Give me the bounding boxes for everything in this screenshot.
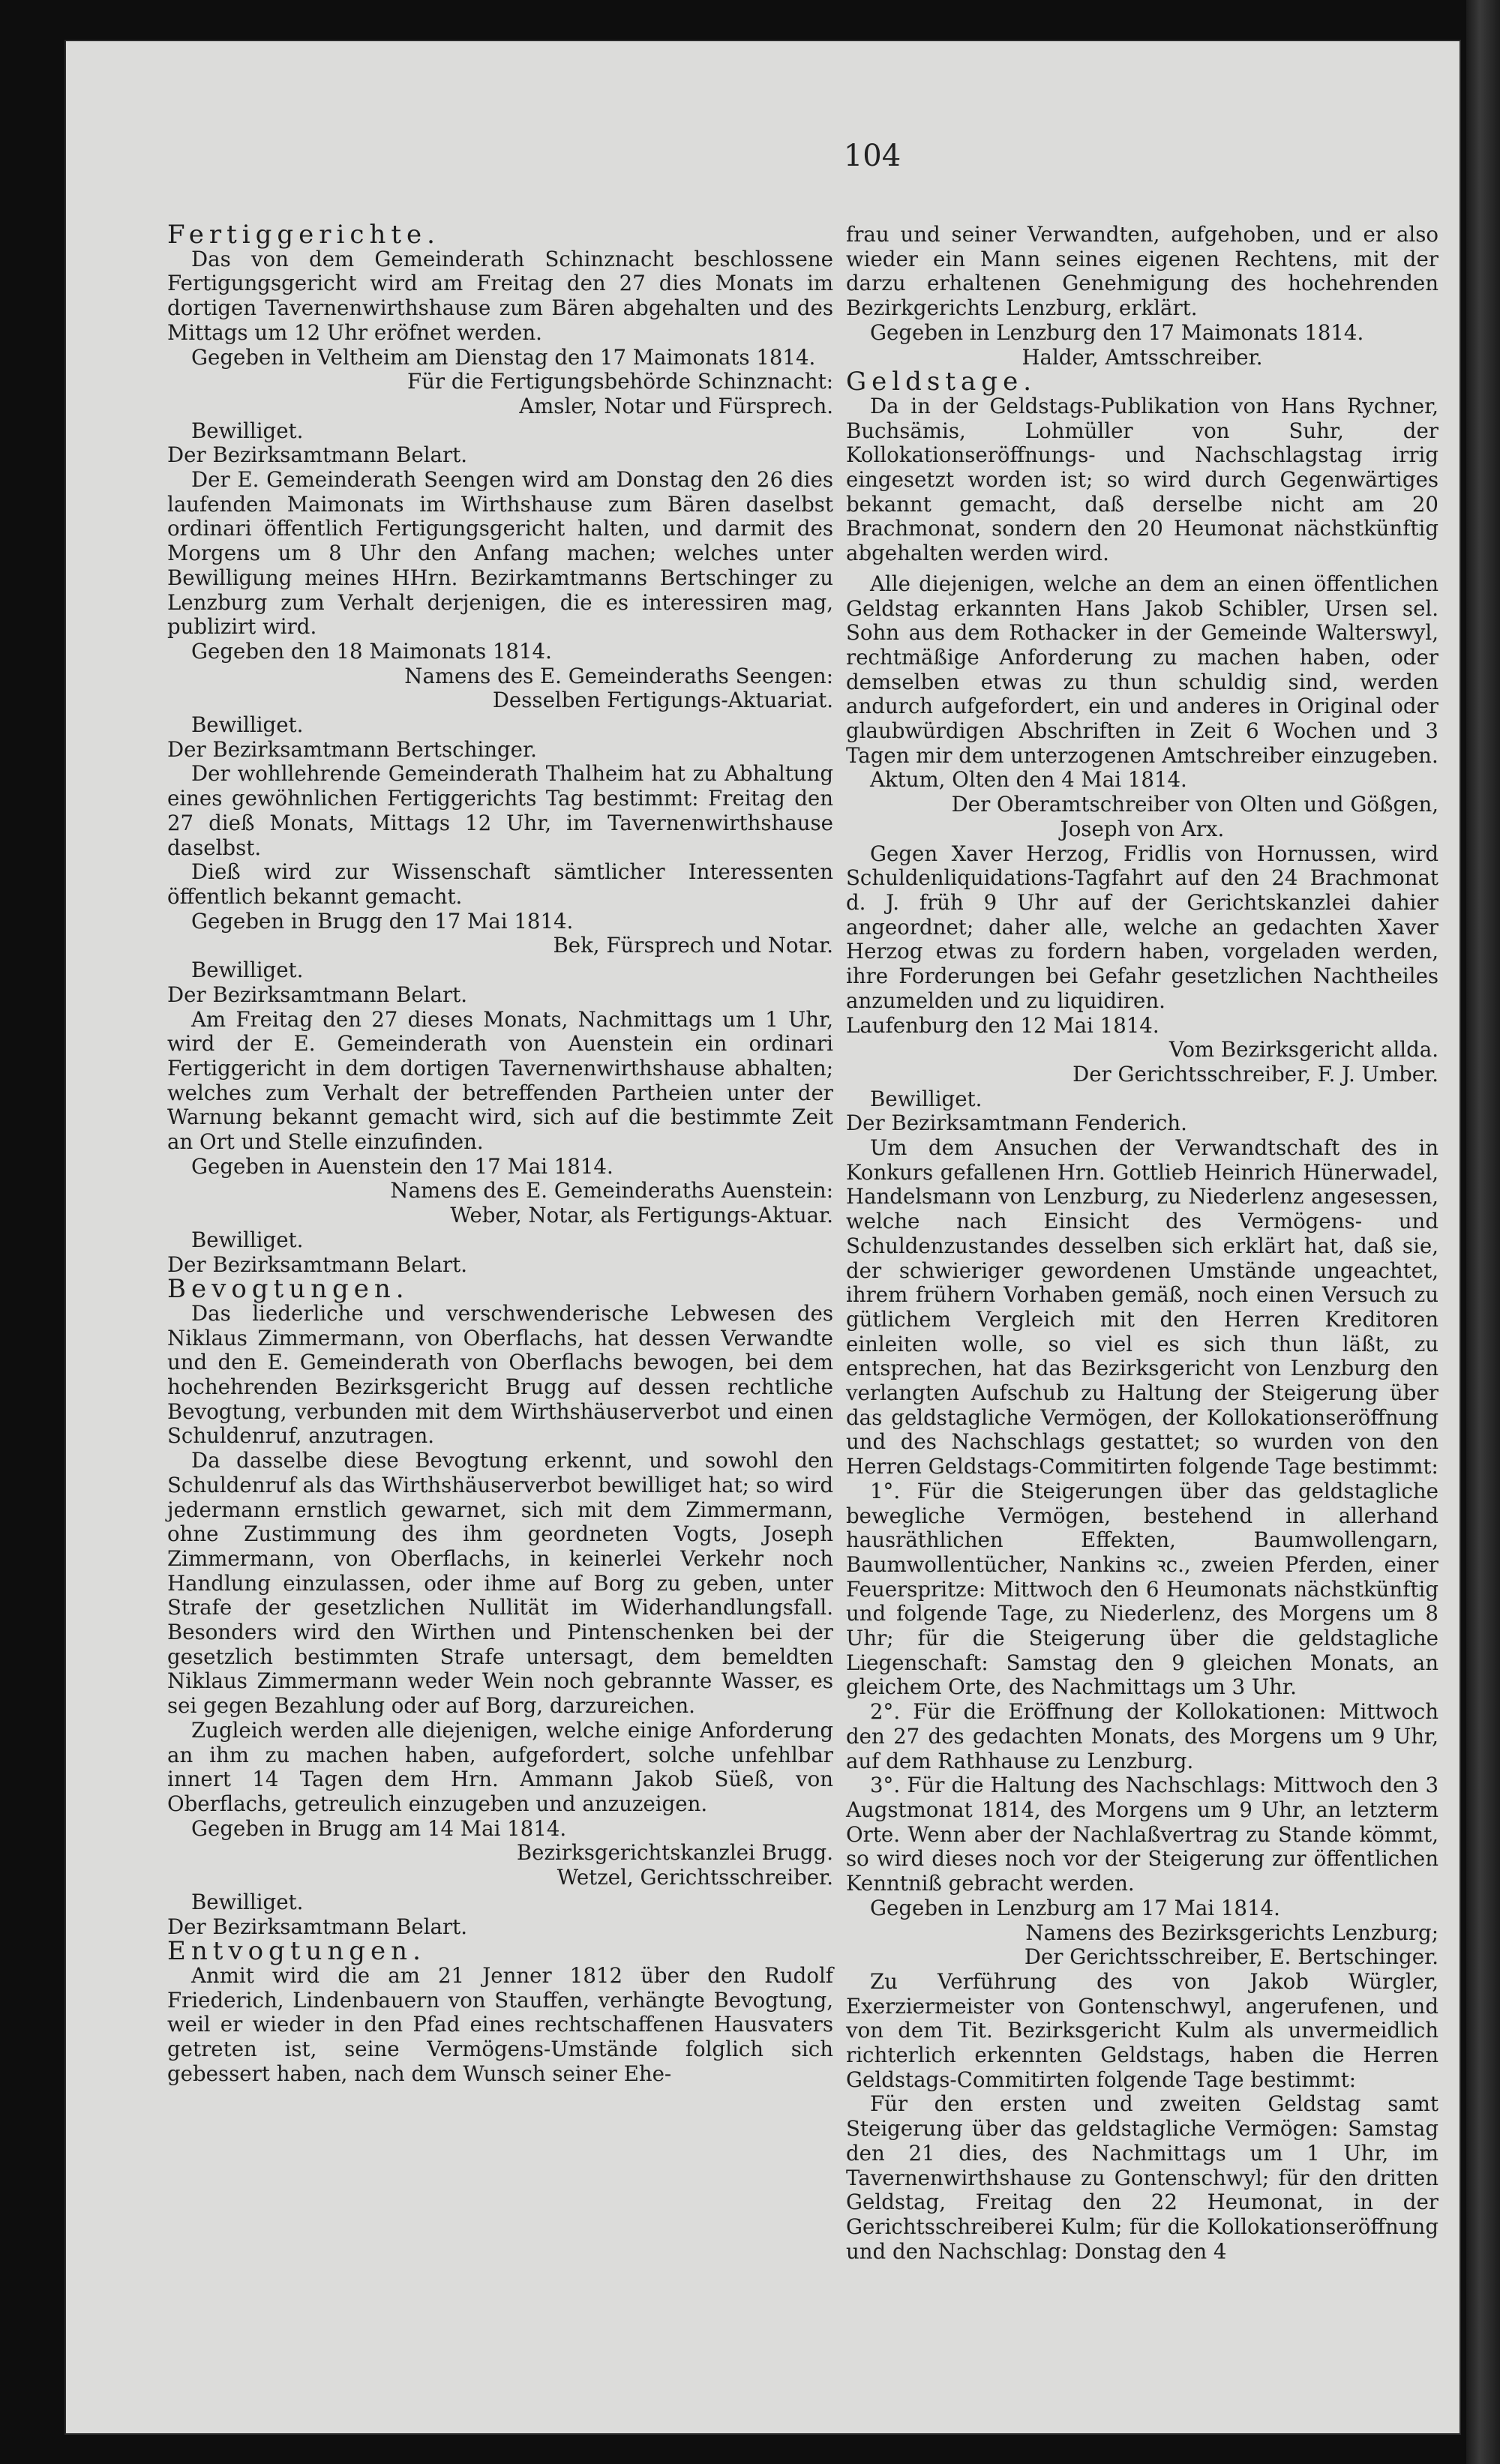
notice-signature: Namens des E. Gemeinderaths Seengen:: [404, 663, 833, 688]
notice-paragraph: Um dem Ansuchen der Verwandtschaft des in Konkurs gefallenen Hrn. Gottlieb Heinrich Hünerwadel, Handelsmann von Lenzburg, zu Niederlenz angesessen, welche nach Einsicht des Vermögens- und Schuldenzustandes desselben sich erklärt hat, daß sie, der schwieriger gewordenen Umstände ungeachtet, ihrem frühern Vorhaben gemäß, noch einen Versuch zu gütlichem Vergleich mit den Herren Kreditoren einleiten wolle, so viel es sich thun läßt, zu entsprechen, hat das Bezirksgericht von Lenzburg den verlangten Aufschub zu Haltung der Steigerung über das geldstagliche Vermögen, der Kollokationseröffnung und des Nachschlags gestattet; so wurden von den Herren Geldstags-Commitirten folgende Tage bestimmt:: [846, 1135, 1438, 1479]
notice-signature: Weber, Notar, als Fertigungs-Aktuar.: [450, 1203, 833, 1228]
notice-signature: Bek, Fürsprech und Notar.: [553, 933, 833, 958]
page-number: 104: [843, 139, 902, 173]
notice-list-item: 2°. Für die Eröffnung der Kollokationen: Mittwoch den 27 des gedachten Monats, des Morgens um 9 Uhr, auf dem Rathhause zu Lenzburg.: [846, 1699, 1438, 1773]
notice-date: Gegeben in Brugg den 17 Mai 1814.: [191, 908, 574, 934]
notice-paragraph: Zugleich werden alle diejenigen, welche einige Anforderung an ihm zu machen haben, aufgefordert, solche unfehlbar innert 14 Tagen dem Hrn. Ammann Jakob Süeß, von Oberflachs, getreulich einzugeben und anzuzeigen.: [167, 1717, 833, 1816]
notice-signature: Halder, Amtsschreiber.: [1022, 344, 1263, 370]
notice-paragraph: Da in der Geldstags-Publikation von Hans Rychner, Buchsämis, Lohmüller von Suhr, der Kollokationseröffnungs- und Nachschlagstag irrig eingesetzt worden ist; so wird durch Gegenwärtiges bekannt gemacht, daß derselbe nicht am 20 Brachmonat, sondern den 20 Heumonat nächstkünftig abgehalten werden wird.: [846, 393, 1438, 566]
approval-note: Bewilliget.: [870, 1086, 982, 1111]
official-name: Der Bezirksamtmann Bertschinger.: [167, 736, 537, 762]
notice-signature: Der Gerichtsschreiber, F. J. Umber.: [1072, 1061, 1438, 1087]
notice-signature: Bezirksgerichtskanzlei Brugg.: [516, 1840, 833, 1866]
notice-signature: Wetzel, Gerichtsschreiber.: [556, 1865, 833, 1890]
approval-note: Bewilliget.: [191, 418, 304, 443]
notice-date: Gegeben in Lenzburg am 17 Mai 1814.: [870, 1895, 1280, 1920]
notice-paragraph: Gegen Xaver Herzog, Fridlis von Hornussen, wird Schuldenliquidations-Tagfahrt auf den 24 Brachmonat d. J. früh 9 Uhr auf der Gerichtskanzlei dahier angeordnet; daher alle, welche an gedachten Xaver Herzog etwas zu fordern haben, vorgeladen werden, ihre Forderungen bei Gefahr gesetzlichen Nachtheiles anzumelden und zu liquidiren.: [846, 841, 1438, 1013]
notice-paragraph: Der wohllehrende Gemeinderath Thalheim hat zu Abhaltung eines gewöhnlichen Fertiggerichts Tag bestimmt: Freitag den 27 dieß Monats, Mittags 12 Uhr, im Tavernenwirthshause daselbst.: [167, 761, 833, 860]
notice-date: Laufenburg den 12 Mai 1814.: [846, 1012, 1160, 1038]
official-name: Der Bezirksamtmann Belart.: [167, 1914, 468, 1939]
notice-list-item: 1°. Für die Steigerungen über das geldstagliche bewegliche Vermögen, bestehend in allerhand hausräthlichen Effekten, Baumwollengarn, Baumwollentücher, Nankins ꝛc., zweien Pferden, einer Feuerspritze: Mittwoch den 6 Heumonats nächstkünftig und folgende Tage, zu Niederlenz, des Morgens um 8 Uhr; für die Steigerung über die geldstagliche Liegenschaft: Samstag den 9 gleichen Monats, an gleichem Orte, des Nachmittags um 3 Uhr.: [846, 1478, 1438, 1700]
notice-paragraph: Der E. Gemeinderath Seengen wird am Donstag den 26 dies laufenden Maimonats im Wirthshause zum Bären daselbst ordinari öffentlich Fertigungsgericht halten, und darmit des Morgens um 8 Uhr den Anfang machen; welches unter Bewilligung meines HHrn. Bezirkamtmanns Bertschinger zu Lenzburg zum Verhalt derjenigen, die es interessiren mag, publizirt wird.: [167, 467, 833, 640]
notice-signature: Für die Fertigungsbehörde Schinznacht:: [406, 369, 833, 394]
notice-paragraph: Anmit wird die am 21 Jenner 1812 über den Rudolf Friederich, Lindenbauern von Stauffen, verhängte Bevogtung, weil er wieder in den Pfad eines rechtschaffenen Hausvaters getreten ist, seine Vermögens-Umstände folglich sich gebessert haben, nach dem Wunsch seiner Ehe-: [167, 1962, 833, 2086]
notice-signature: Der Oberamtschreiber von Olten und Gößgen,: [951, 792, 1438, 817]
notice-paragraph: Alle diejenigen, welche an dem an einen öffentlichen Geldstag erkannten Hans Jakob Schibler, Ursen sel. Sohn aus dem Rothacker in der Gemeinde Walterswyl, rechtmäßige Anforderung zu machen haben, oder demselben etwas zu thun schuldig sind, werden andurch aufgefordert, ein und anderes in Original oder glaubwürdigen Abschriften in Zeit 6 Wochen und 3 Tagen mir dem unterzogenen Amtschreiber einzugeben.: [846, 571, 1438, 768]
adjacent-page-edge: [1466, 0, 1500, 2464]
notice-paragraph: Zu Verführung des von Jakob Würgler, Exerziermeister von Gontenschwyl, angerufenen, und von dem Tit. Bezirksgericht Kulm als unvermeidlich richterlich erkennten Geldstags, haben die Herren Geldstags-Commitirten folgende Tage bestimmt:: [846, 1968, 1438, 2092]
notice-paragraph: Da dasselbe diese Bevogtung erkennt, und sowohl den Schuldenruf als das Wirthshäuserverbot bewilliget hat; so wird jedermann ernstlich gewarnet, sich mit dem Zimmermann, ohne Zustimmung des ihm geordneten Vogts, Joseph Zimmermann, von Oberflachs, in keinerlei Verkehr noch Handlung einzulassen, oder ihme auf Borg zu geben, unter Strafe der gesetzlichen Nullität im Widerhandlungsfall. Besonders wird den Wirthen und Pintenschenken bei der gesetzlich bestimmten Strafe untersagt, dem bemeldten Niklaus Zimmermann weder Wein noch gebrannte Wasser, es sei gegen Bezahlung oder auf Borg, darzureichen.: [167, 1448, 833, 1719]
official-name: Der Bezirksamtmann Belart.: [167, 982, 468, 1007]
notice-signature: Vom Bezirksgericht allda.: [1168, 1037, 1438, 1063]
section-heading-fertiggerichte: Fertiggerichte.: [167, 220, 440, 250]
notice-paragraph: Dieß wird zur Wissenschaft sämtlicher Interessenten öffentlich bekannt gemacht.: [167, 859, 833, 909]
notice-date: Gegeben in Veltheim am Dienstag den 17 Maimonats 1814.: [191, 344, 816, 370]
notice-date: Gegeben in Lenzburg den 17 Maimonats 1814.: [870, 319, 1364, 345]
notice-date: Gegeben den 18 Maimonats 1814.: [191, 638, 552, 664]
section-heading-entvogtungen: Entvogtungen.: [167, 1936, 426, 1967]
left-column: [167, 220, 833, 2086]
notice-signature: Amsler, Notar und Fürsprech.: [519, 393, 833, 418]
notice-paragraph: Das von dem Gemeinderath Schinznacht beschlossene Fertigungsgericht wird am Freitag den 27 dies Monats im dortigen Tavernenwirthshause zum Bären abgehalten und des Mittags um 12 Uhr eröfnet werden.: [167, 246, 833, 345]
notice-date: Gegeben in Auenstein den 17 Mai 1814.: [191, 1153, 614, 1179]
right-column: [846, 223, 1438, 2264]
notice-signature: Namens des E. Gemeinderaths Auenstein:: [390, 1178, 833, 1204]
approval-note: Bewilliget.: [191, 1889, 304, 1914]
official-name: Der Bezirksamtmann Fenderich.: [846, 1111, 1187, 1136]
notice-signature: Joseph von Arx.: [1060, 816, 1225, 841]
notice-date: Aktum, Olten den 4 Mai 1814.: [870, 767, 1187, 793]
notice-signature: Der Gerichtsschreiber, E. Bertschinger.: [1024, 1944, 1438, 1970]
notice-list-item: 3°. Für die Haltung des Nachschlags: Mittwoch den 3 Augstmonat 1814, des Morgens um 9 Uhr, an letzterm Orte. Wenn aber der Nachlaßvertrag zu Stande kömmt, so wird dieses noch vor der Steigerung zur öffentlichen Kenntniß gebracht werden.: [846, 1773, 1438, 1896]
notice-paragraph: Für den ersten und zweiten Geldstag samt Steigerung über das geldstagliche Vermögen: Samstag den 21 dies, des Nachmittags um 1 Uhr, im Tavernenwirthshause zu Gontenschwyl; für den dritten Geldstag, Freitag den 22 Heumonat, in der Gerichtsschreiberei Kulm; für die Kollokationseröffnung und den Nachschlag: Donstag den 4: [846, 2091, 1438, 2264]
notice-signature: Desselben Fertigungs-Aktuariat.: [492, 688, 833, 713]
section-heading-bevogtungen: Bevogtungen.: [167, 1274, 410, 1305]
official-name: Der Bezirksamtmann Belart.: [167, 1251, 468, 1277]
approval-note: Bewilliget.: [191, 712, 304, 738]
notice-paragraph: frau und seiner Verwandten, aufgehoben, und er also wieder ein Mann seines eigenen Rechtens, mit der darzu erhaltenen Genehmigung des hochehrenden Bezirkgerichts Lenzburg, erklärt.: [846, 222, 1438, 321]
official-name: Der Bezirksamtmann Belart.: [167, 442, 468, 468]
notice-signature: Namens des Bezirksgerichts Lenzburg;: [1025, 1920, 1438, 1945]
notice-date: Gegeben in Brugg am 14 Mai 1814.: [191, 1815, 567, 1841]
notice-paragraph: Am Freitag den 27 dieses Monats, Nachmittags um 1 Uhr, wird der E. Gemeinderath von Auenstein ein ordinari Fertiggericht in dem dortigen Tavernenwirthshause abhalten; welches zum Verhalt der betreffenden Partheien unter der Warnung bekannt gemacht wird, sich auf die bestimmte Zeit an Ort und Stelle einzufinden.: [167, 1006, 833, 1155]
newspaper-page: [66, 41, 1460, 2433]
approval-note: Bewilliget.: [191, 1227, 304, 1252]
section-heading-geldstage: Geldstage.: [846, 367, 1036, 397]
approval-note: Bewilliget.: [191, 958, 304, 983]
notice-paragraph: Das liederliche und verschwenderische Lebwesen des Niklaus Zimmermann, von Oberflachs, hat dessen Verwandte und den E. Gemeinderath von Oberflachs bewogen, bei dem hochehrenden Bezirksgericht Brugg auf dessen rechtliche Bevogtung, verbunden mit dem Wirthshäuserverbot und einen Schuldenruf, anzutragen.: [167, 1300, 833, 1449]
